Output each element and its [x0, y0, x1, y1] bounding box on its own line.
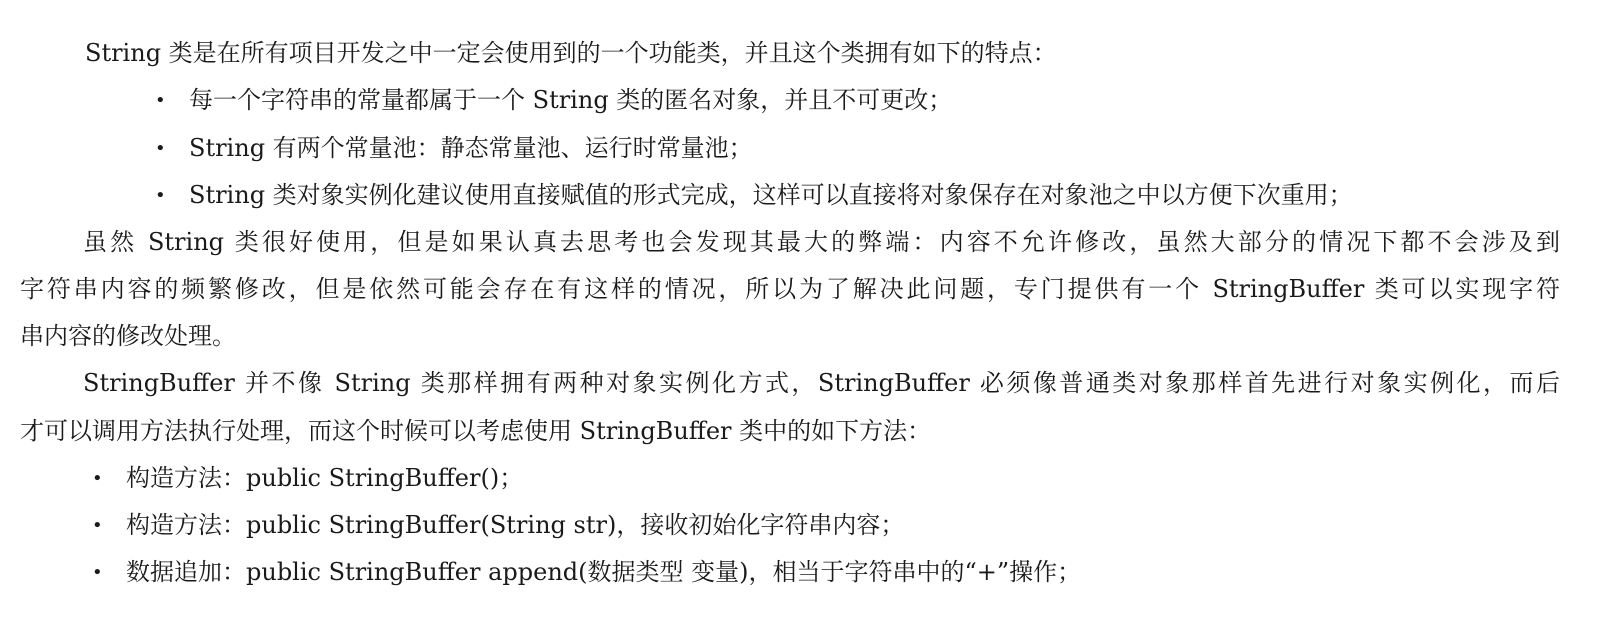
method-text: 数据追加：public StringBuffer append(数据类型 变量)，相当于字符串中的“+”操作；: [126, 558, 1082, 586]
method-list-item: [92, 552, 1607, 592]
method-list-item: [92, 505, 1607, 545]
intro-text: String 类是在所有项目开发之中一定会使用到的一个功能类，并且这个类拥有如下的特点：: [85, 39, 1057, 67]
bullet-icon: •: [92, 562, 103, 583]
paragraph-line: 字符串内容的频繁修改，但是依然可能会存在有这样的情况，所以为了解决此问题，专门提供有一个 StringBuffer 类可以实现字符: [20, 275, 1560, 303]
feature-text: String 有两个常量池：静态常量池、运行时常量池；: [189, 134, 753, 162]
intro-paragraph: [85, 33, 1607, 73]
paragraph-line: 才可以调用方法执行处理，而这个时候可以考虑使用 StringBuffer 类中的如下方法：: [20, 417, 932, 445]
feature-text: 每一个字符串的常量都属于一个 String 类的匿名对象，并且不可更改；: [189, 86, 953, 114]
feature-list-item: [155, 128, 1607, 168]
paragraph-line: 串内容的修改处理。: [20, 322, 236, 350]
method-list-item: [92, 458, 1607, 498]
paragraph-line: 虽然 String 类很好使用，但是如果认真去思考也会发现其最大的弊端：内容不允许修改，虽然大部分的情况下都不会涉及到: [83, 228, 1560, 256]
method-text: 构造方法：public StringBuffer()；: [126, 464, 524, 492]
feature-text: String 类对象实例化建议使用直接赋值的形式完成，这样可以直接将对象保存在对象池之中以方便下次重用；: [189, 181, 1353, 209]
bullet-icon: •: [92, 515, 103, 536]
bullet-icon: •: [155, 138, 166, 159]
feature-list-item: [155, 80, 1607, 120]
bullet-icon: •: [92, 468, 103, 489]
bullet-icon: •: [155, 185, 166, 206]
method-text: 构造方法：public StringBuffer(String str)，接收初始化字符串内容；: [126, 511, 905, 539]
paragraph-line: StringBuffer 并不像 String 类那样拥有两种对象实例化方式，StringBuffer 必须像普通类对象那样首先进行对象实例化，而后: [83, 369, 1560, 397]
feature-list-item: [155, 175, 1607, 215]
bullet-icon: •: [155, 90, 166, 111]
